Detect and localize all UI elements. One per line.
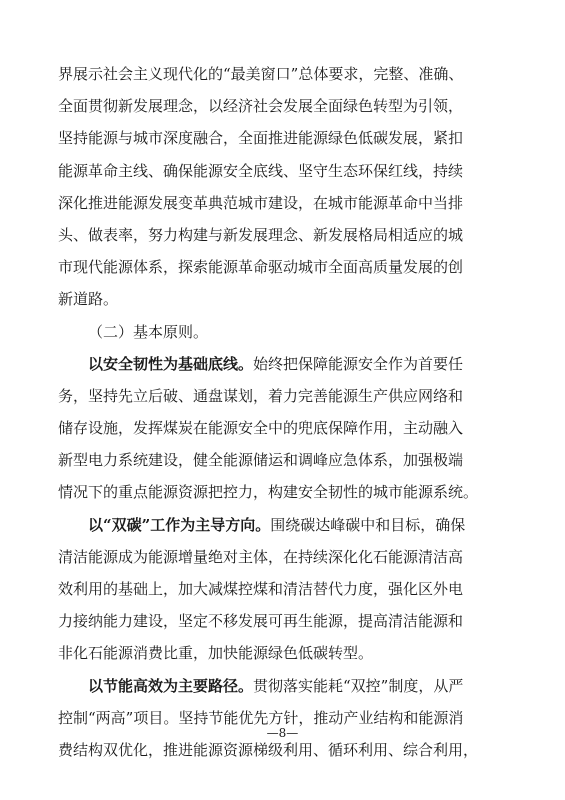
text-line: 全面贯彻新发展理念，以经济社会发展全面绿色转型为引领， [58,97,464,116]
principle-title-security: 以安全韧性为基础底线。 [88,354,254,373]
text-line: 市现代能源体系，探索能源革命驱动城市全面高质量发展的创 [58,258,464,277]
text-line: 力接纳能力建设，坚定不移发展可再生能源，提高清洁能源和 [58,612,464,631]
text-line: 效利用的基础上，加大减煤控煤和清洁替代力度，强化区外电 [58,580,464,598]
principle-paragraph-start [58,509,508,541]
text-span: 始终把保障能源安全作为首要任 [253,354,464,373]
principle-paragraph-start [58,348,508,380]
text-line: 新型电力系统建设，健全能源储运和调峰应急体系，加强极端 [58,451,464,470]
principle-title-dual-carbon: 以“双碳”工作为主导方向。 [88,515,271,534]
text-line: 新道路。 [58,290,119,309]
section-heading: （二）基本原则。 [88,322,209,341]
body-text [58,58,508,766]
text-line: 情况下的重点能源资源把控力，构建安全韧性的城市能源系统。 [58,483,479,502]
text-line: 控制“两高”项目。坚持节能优先方针，推动产业结构和能源消 [58,708,464,727]
text-line: 储存设施，发挥煤炭在能源安全中的兜底保障作用，主动融入 [58,419,464,438]
text-line: 务，坚持先立后破、通盘谋划，着力完善能源生产供应网络和 [58,386,464,405]
text-line: 能源革命主线、确保能源安全底线、坚守生态环保红线，持续 [58,161,464,180]
text-span: 贯彻落实能耗“双控”制度，从严 [253,676,464,695]
principle-title-efficiency: 以节能高效为主要路径。 [88,676,254,695]
text-line: 头、做表率，努力构建与新发展理念、新发展格局相适应的城 [58,225,464,244]
text-line: 界展示社会主义现代化的“最美窗口”总体要求，完整、准确、 [58,65,464,83]
text-span: 围绕碳达峰碳中和目标，确保 [270,515,466,534]
text-line: 深化推进能源发展变革典范城市建设，在城市能源革命中当排 [58,193,464,212]
page-number: —8— [266,726,299,740]
principle-paragraph-start [58,670,508,702]
text-line: 费结构双优化，推进能源资源梯级利用、循环利用、综合利用， [58,740,479,759]
text-line: 清洁能源成为能源增量绝对主体，在持续深化化石能源清洁高 [58,547,464,566]
text-line: 坚持能源与城市深度融合，全面推进能源绿色低碳发展，紧扣 [58,129,464,148]
text-line: 非化石能源消费比重，加快能源绿色低碳转型。 [58,644,374,663]
